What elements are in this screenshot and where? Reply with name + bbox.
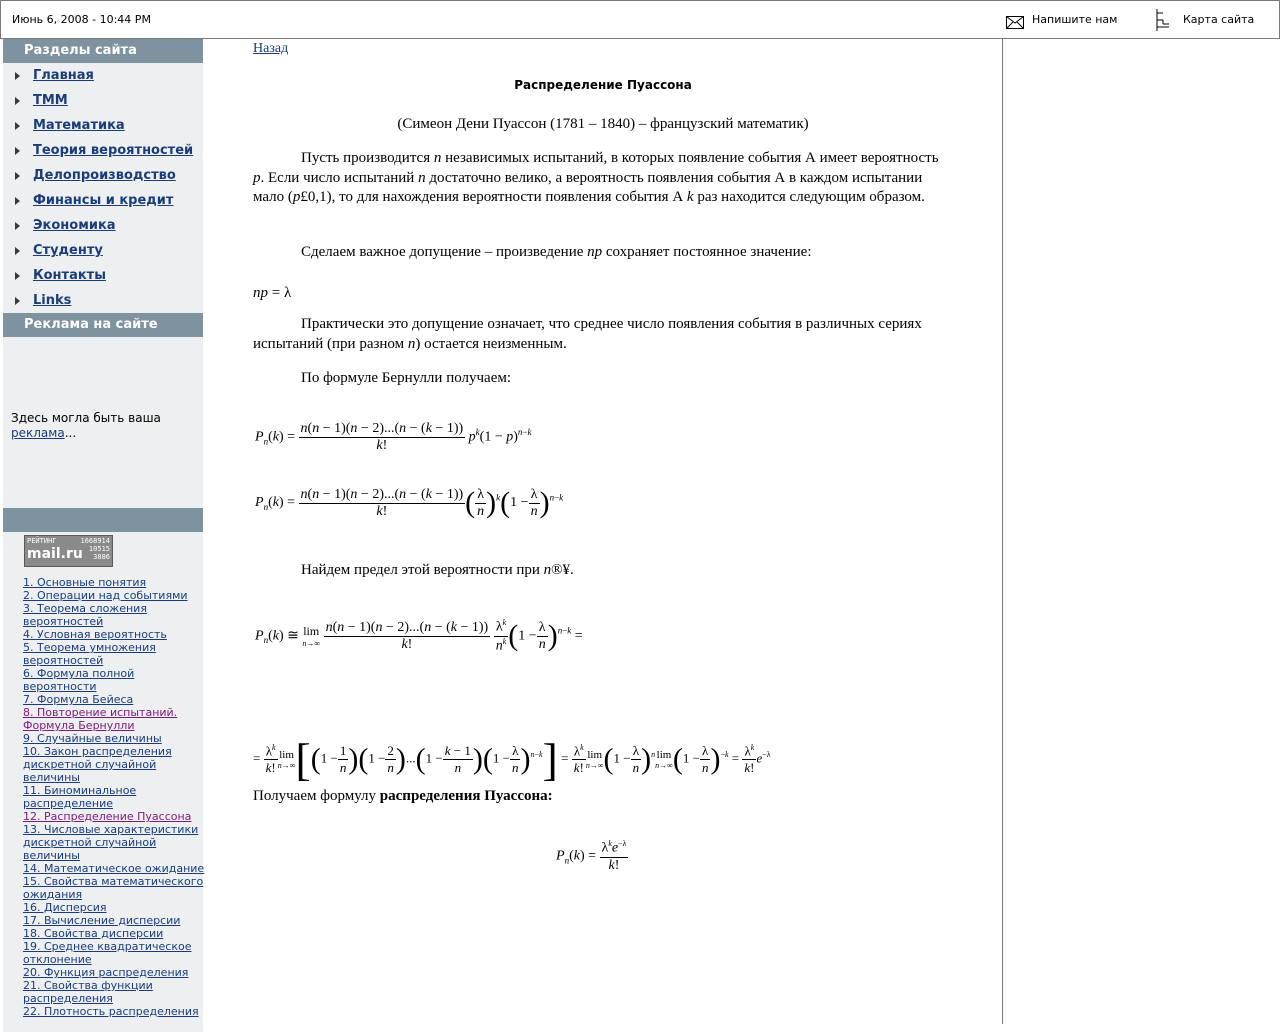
toc-link[interactable]: 1. Основные понятия bbox=[23, 576, 147, 589]
sidebar-divider bbox=[3, 508, 203, 532]
toc-link[interactable]: 8. Повторение испытаний. Формула Бернулли bbox=[23, 706, 178, 732]
toc-link[interactable]: 14. Математическое ожидание bbox=[23, 862, 205, 875]
paragraph-meaning: Практически это допущение означает, что среднее число появления события в различных сериях испытаний (при разном n) остается неизменным. bbox=[253, 316, 922, 352]
sidebar bbox=[3, 39, 203, 1024]
toc-link[interactable]: 7. Формула Бейеса bbox=[23, 693, 134, 706]
arrow-right-icon bbox=[15, 122, 20, 130]
topic-list bbox=[23, 576, 205, 1018]
paragraph-limit: Найдем предел этой вероятности при n®¥. bbox=[301, 562, 574, 578]
sidebar-item-link[interactable]: Главная bbox=[33, 68, 94, 83]
sidebar-item-4[interactable] bbox=[3, 163, 203, 188]
toc-link[interactable]: 4. Условная вероятность bbox=[23, 628, 167, 641]
arrow-right-icon bbox=[15, 72, 20, 80]
badge-brand: mail.ru bbox=[27, 546, 83, 562]
ad-dots: ... bbox=[64, 426, 77, 440]
sidebar-item-2[interactable] bbox=[3, 113, 203, 138]
sidebar-item-link[interactable]: Теория вероятностей bbox=[33, 143, 194, 158]
sidebar-item-3[interactable] bbox=[3, 138, 203, 163]
sidebar-item-link[interactable]: Делопроизводство bbox=[33, 168, 176, 183]
sidebar-item-link[interactable]: Студенту bbox=[33, 243, 103, 258]
formula-limit-1: $P_n(k)$ ≅ lim n→∞ $\frac{n(n - 1)(n - 2)...(n - (k - 1))}{k!}$ $\frac{\lambda^k}{n^k}$ (1 − $\frac{\lambda}{n}$ )$^{n-k}$ = bbox=[255, 618, 583, 654]
sitemap-link[interactable]: Карта сайта bbox=[1183, 13, 1255, 26]
envelope-icon[interactable] bbox=[1006, 14, 1024, 33]
sidebar-item-7[interactable] bbox=[3, 238, 203, 263]
mailru-rating-badge[interactable] bbox=[24, 535, 113, 567]
toc-link[interactable]: 13. Числовые характеристики дискретной случайной величины bbox=[23, 823, 199, 862]
toc-link[interactable]: 15. Свойства математического ожидания bbox=[23, 875, 204, 901]
toc-link[interactable]: 12. Распределение Пуассона bbox=[23, 810, 192, 823]
page-title: Распределение Пуассона bbox=[514, 78, 692, 92]
formula-limit-2: = $\frac{\lambda^k}{k!}$ lim n→∞ [(1 − $\frac{1}{n}$ )(1 − $\frac{2}{n}$ )...(1 − $\frac{k - 1}{n}$ )(1 − $\frac{\lambda}{n}$ )$^{n-k}$] = $\frac{\lambda^k}{k!}$ lim n→∞ (1 − $\frac{\lambda}{n}$ )$^n$ lim n→∞ (1 − $\frac{\lambda}{n}$ )$^{-k}$ = $\frac{\lambda^k}{k!}$ $e^{-\lambda}$ bbox=[253, 734, 771, 785]
toc-link[interactable]: 21. Свойства функции распределения bbox=[23, 979, 153, 1005]
paragraph-result bbox=[253, 787, 943, 807]
sidebar-item-5[interactable] bbox=[3, 188, 203, 213]
toc-link[interactable]: 10. Закон распределения дискретной случайной величины bbox=[23, 745, 172, 784]
sidebar-item-link[interactable]: Финансы и кредит bbox=[33, 193, 174, 208]
sidebar-item-9[interactable] bbox=[3, 288, 203, 313]
toc-link[interactable]: 5. Теорема умножения вероятностей bbox=[23, 641, 156, 667]
toc-link[interactable]: 16. Дисперсия bbox=[23, 901, 107, 914]
formula-bernoulli-1: $P_n(k)$ = $\frac{n(n - 1)(n - 2)...(n - (k - 1))}{k!}$ $p^k(1 - p)^{n-k}$ bbox=[255, 421, 532, 453]
ad-box bbox=[3, 337, 203, 508]
sidebar-item-link[interactable]: Контакты bbox=[33, 268, 106, 283]
formula-bernoulli-2: $P_n(k)$ = $\frac{n(n - 1)(n - 2)...(n - (k - 1))}{k!}$ ( $\frac{\lambda}{n}$ )$^k$(1 − $\frac{\lambda}{n}$ )$^{n-k}$ bbox=[255, 486, 564, 519]
result-bold: распределения Пуассона: bbox=[379, 788, 553, 804]
toc-link[interactable]: 6. Формула полной вероятности bbox=[23, 667, 135, 693]
ad-text: Здесь могла быть ваша bbox=[11, 411, 161, 425]
sidebar-item-8[interactable] bbox=[3, 263, 203, 288]
sidebar-item-1[interactable] bbox=[3, 88, 203, 113]
toc-link[interactable]: 22. Плотность распределения bbox=[23, 1005, 199, 1018]
sidebar-item-link[interactable]: Links bbox=[33, 293, 72, 308]
toc-link[interactable]: 20. Функция распределения bbox=[23, 966, 189, 979]
toc-link[interactable]: 17. Вычисление дисперсии bbox=[23, 914, 181, 927]
badge-numbers: 1668914 10515 3886 bbox=[80, 537, 110, 561]
page-subtitle: (Симеон Дени Пуассон (1781 – 1840) – французский математик) bbox=[397, 116, 809, 132]
badge-title: РЕЙТИНГ bbox=[27, 537, 57, 545]
ad-link[interactable]: реклама bbox=[11, 426, 65, 440]
arrow-right-icon bbox=[15, 172, 20, 180]
toc-link[interactable]: 19. Среднее квадратическое отклонение bbox=[23, 940, 192, 966]
equation-np-lambda: np = λ bbox=[253, 285, 292, 301]
date-label: Июнь 6, 2008 - 10:44 PM bbox=[12, 13, 151, 26]
arrow-right-icon bbox=[15, 247, 20, 255]
arrow-right-icon bbox=[15, 272, 20, 280]
toc-link[interactable]: 11. Биноминальное распределение bbox=[23, 784, 137, 810]
back-link[interactable]: Назад bbox=[253, 41, 289, 56]
top-bar bbox=[0, 0, 1280, 39]
arrow-right-icon bbox=[15, 197, 20, 205]
paragraph-bernoulli: По формуле Бернулли получаем: bbox=[301, 370, 512, 386]
write-us-link[interactable]: Напишите нам bbox=[1032, 13, 1118, 26]
sidebar-item-6[interactable] bbox=[3, 213, 203, 238]
paragraph-assumption: Сделаем важное допущение – произведение np сохраняет постоянное значение: bbox=[301, 244, 812, 260]
sidebar-item-link[interactable]: ТММ bbox=[33, 93, 68, 108]
sitemap-icon[interactable] bbox=[1155, 8, 1173, 36]
toc-link[interactable]: 2. Операции над событиями bbox=[23, 589, 188, 602]
formula-poisson: $P_n(k)$ = $\frac{\lambda^ke^{-\lambda}}{k!}$ bbox=[556, 839, 627, 873]
toc-link[interactable]: 9. Случайные величины bbox=[23, 732, 162, 745]
ad-heading: Реклама на сайте bbox=[3, 313, 203, 337]
sidebar-lower bbox=[3, 532, 203, 1032]
toc-link[interactable]: 18. Свойства дисперсии bbox=[23, 927, 164, 940]
result-lead: Получаем формулу bbox=[253, 788, 377, 804]
sections-heading: Разделы сайта bbox=[3, 39, 203, 63]
arrow-right-icon bbox=[15, 222, 20, 230]
toc-link[interactable]: 3. Теорема сложения вероятностей bbox=[23, 602, 147, 628]
arrow-right-icon bbox=[15, 147, 20, 155]
sidebar-item-link[interactable]: Экономика bbox=[33, 218, 116, 233]
content-divider bbox=[1002, 38, 1003, 1024]
sidebar-item-link[interactable]: Математика bbox=[33, 118, 125, 133]
sidebar-item-0[interactable] bbox=[3, 63, 203, 88]
arrow-right-icon bbox=[15, 97, 20, 105]
arrow-right-icon bbox=[15, 297, 20, 305]
paragraph-intro: Пусть производится n независимых испытаний, в которых появление события А имеет вероятность p. Если число испытаний n достаточно велико, а вероятность появления события А в каждом испытании мало (p£0,1), то для нахождения вероятности появления события А k раз находится следующим образом. bbox=[253, 150, 939, 205]
